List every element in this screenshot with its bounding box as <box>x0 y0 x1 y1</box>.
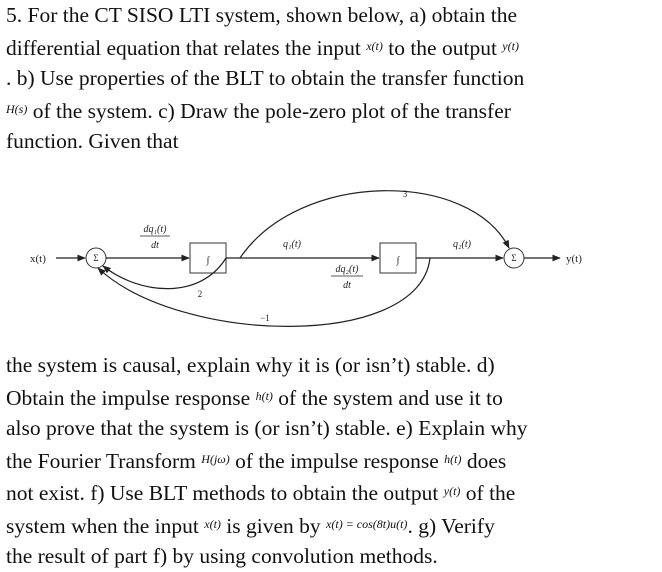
math-expression: h(t) <box>444 451 462 466</box>
dq2-numerator: dq₂(t) <box>335 264 359 275</box>
text-segment: to the output <box>382 35 503 60</box>
text-line <box>6 381 658 414</box>
math-expression: y(t) <box>443 484 461 498</box>
text-segment: function. Given that <box>6 129 179 153</box>
text-segment: 5. For the CT SISO LTI system, shown below, a) obtain the <box>6 3 517 27</box>
math-expression: y(t) <box>502 38 519 53</box>
text-segment: of the system. c) Draw the pole-zero plot of the transfer <box>27 98 511 123</box>
text-segment: Obtain the impulse response <box>6 385 256 410</box>
integrator-2-symbol: ∫ <box>396 255 400 266</box>
gain-minus-1-label: −1 <box>260 313 270 323</box>
gain-3-label: 3 <box>402 189 408 199</box>
math-expression: H(jω) <box>201 451 230 466</box>
text-segment: of the <box>460 481 516 505</box>
text-segment: . g) Verify <box>407 513 495 538</box>
text-line <box>6 0 658 31</box>
text-segment: is given by <box>220 513 327 538</box>
q1-label: q₁(t) <box>283 239 301 250</box>
text-segment: differential equation that relates the input <box>6 35 367 60</box>
math-expression: H(s) <box>6 101 28 116</box>
text-line <box>6 94 658 127</box>
text-segment: the system is causal, explain why it is (or isn’t) stable. d) <box>6 353 495 377</box>
text-segment: of the impulse response <box>229 448 445 473</box>
text-line <box>6 126 658 157</box>
math-expression: x(t) <box>366 38 383 53</box>
math-expression: h(t) <box>255 388 273 403</box>
text-segment: also prove that the system is (or isn’t) stable. e) Explain why <box>6 416 528 440</box>
output-label: y(t) <box>566 253 582 265</box>
text-line <box>6 63 658 94</box>
text-segment: of the system and use it to <box>272 385 503 410</box>
text-segment: system when the input <box>6 513 205 538</box>
text-segment: the result of part f) by using convolution methods. <box>6 544 438 568</box>
block-diagram <box>0 180 662 345</box>
text-segment: not exist. f) Use BLT methods to obtain the output <box>6 481 444 505</box>
text-line <box>6 413 658 444</box>
summer-1-symbol: Σ <box>93 253 99 263</box>
text-segment: . b) Use properties of the BLT to obtain the transfer function <box>6 66 525 90</box>
dq1-denominator: dt <box>151 240 159 251</box>
text-line <box>6 350 658 381</box>
math-expression: x(t) = cos(8t)u(t) <box>326 516 408 531</box>
problem-statement-top <box>6 0 658 157</box>
input-label: x(t) <box>30 253 46 265</box>
gain-2-label: 2 <box>197 289 203 299</box>
dq2-denominator: dt <box>343 280 351 291</box>
summer-2-symbol: Σ <box>511 253 517 263</box>
math-expression: x(t) <box>204 516 221 531</box>
text-line <box>6 476 658 509</box>
text-segment: the Fourier Transform <box>6 448 202 473</box>
text-line <box>6 31 658 64</box>
integrator-1-symbol: ∫ <box>206 255 210 266</box>
problem-statement-bottom <box>6 350 658 572</box>
text-line <box>6 541 658 572</box>
text-segment: does <box>461 448 507 473</box>
q2-label: q₂(t) <box>453 239 471 250</box>
text-line <box>6 509 658 542</box>
text-line <box>6 444 658 477</box>
dq1-numerator: dq₁(t) <box>143 224 167 235</box>
